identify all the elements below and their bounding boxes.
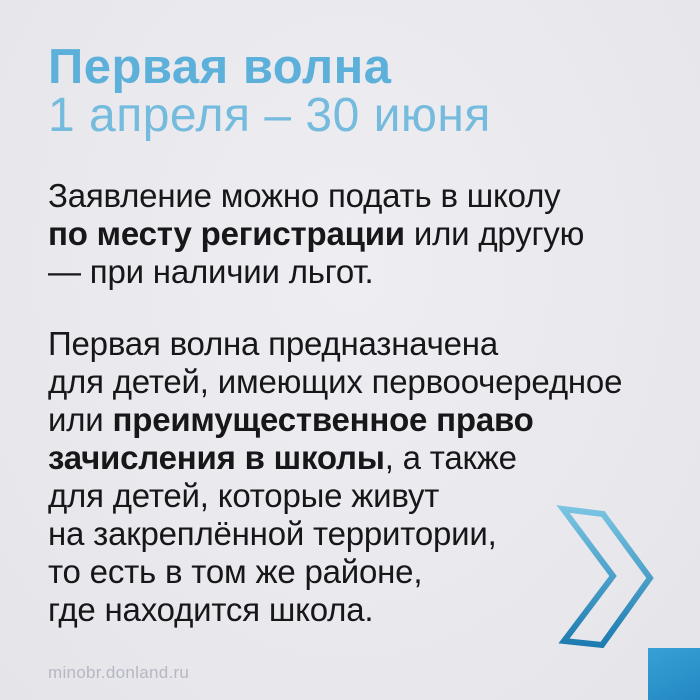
paragraph [48,325,658,629]
text-line [48,477,658,515]
text-segment: или другую [404,215,585,252]
watermark: minobr.donland.ru [48,663,190,682]
text-segment: , а также [384,439,517,476]
text-segment: где находится школа. [48,591,374,628]
page-title: Первая волна [48,40,392,94]
text-line [48,325,658,363]
text-line [48,439,658,477]
text-line [48,591,658,629]
page-subtitle: 1 апреля – 30 июня [48,89,491,142]
bold-text-segment: зачисления в школы [48,439,385,476]
text-line [48,553,658,591]
text-segment: для детей, которые живут [48,477,440,514]
text-line [48,401,658,439]
bold-text-segment: по месту регистрации [48,215,405,252]
bold-text-segment: преимущественное право [112,401,534,438]
text-segment: то есть в том же районе, [48,553,423,590]
text-segment: для детей, имеющих первоочередное [48,363,623,400]
text-line [48,177,658,215]
text-line [48,253,658,291]
text-segment: Заявление можно подать в школу [48,177,561,214]
text-segment: Первая волна предназначена [48,325,498,362]
corner-square [648,648,700,700]
text-segment: — при наличии льгот. [48,253,374,290]
text-line [48,515,658,553]
body-text [48,177,658,629]
text-line [48,363,658,401]
text-segment: на закреплённой территории, [48,515,497,552]
paragraph [48,177,658,291]
text-segment: или [48,401,113,438]
text-line [48,215,658,253]
